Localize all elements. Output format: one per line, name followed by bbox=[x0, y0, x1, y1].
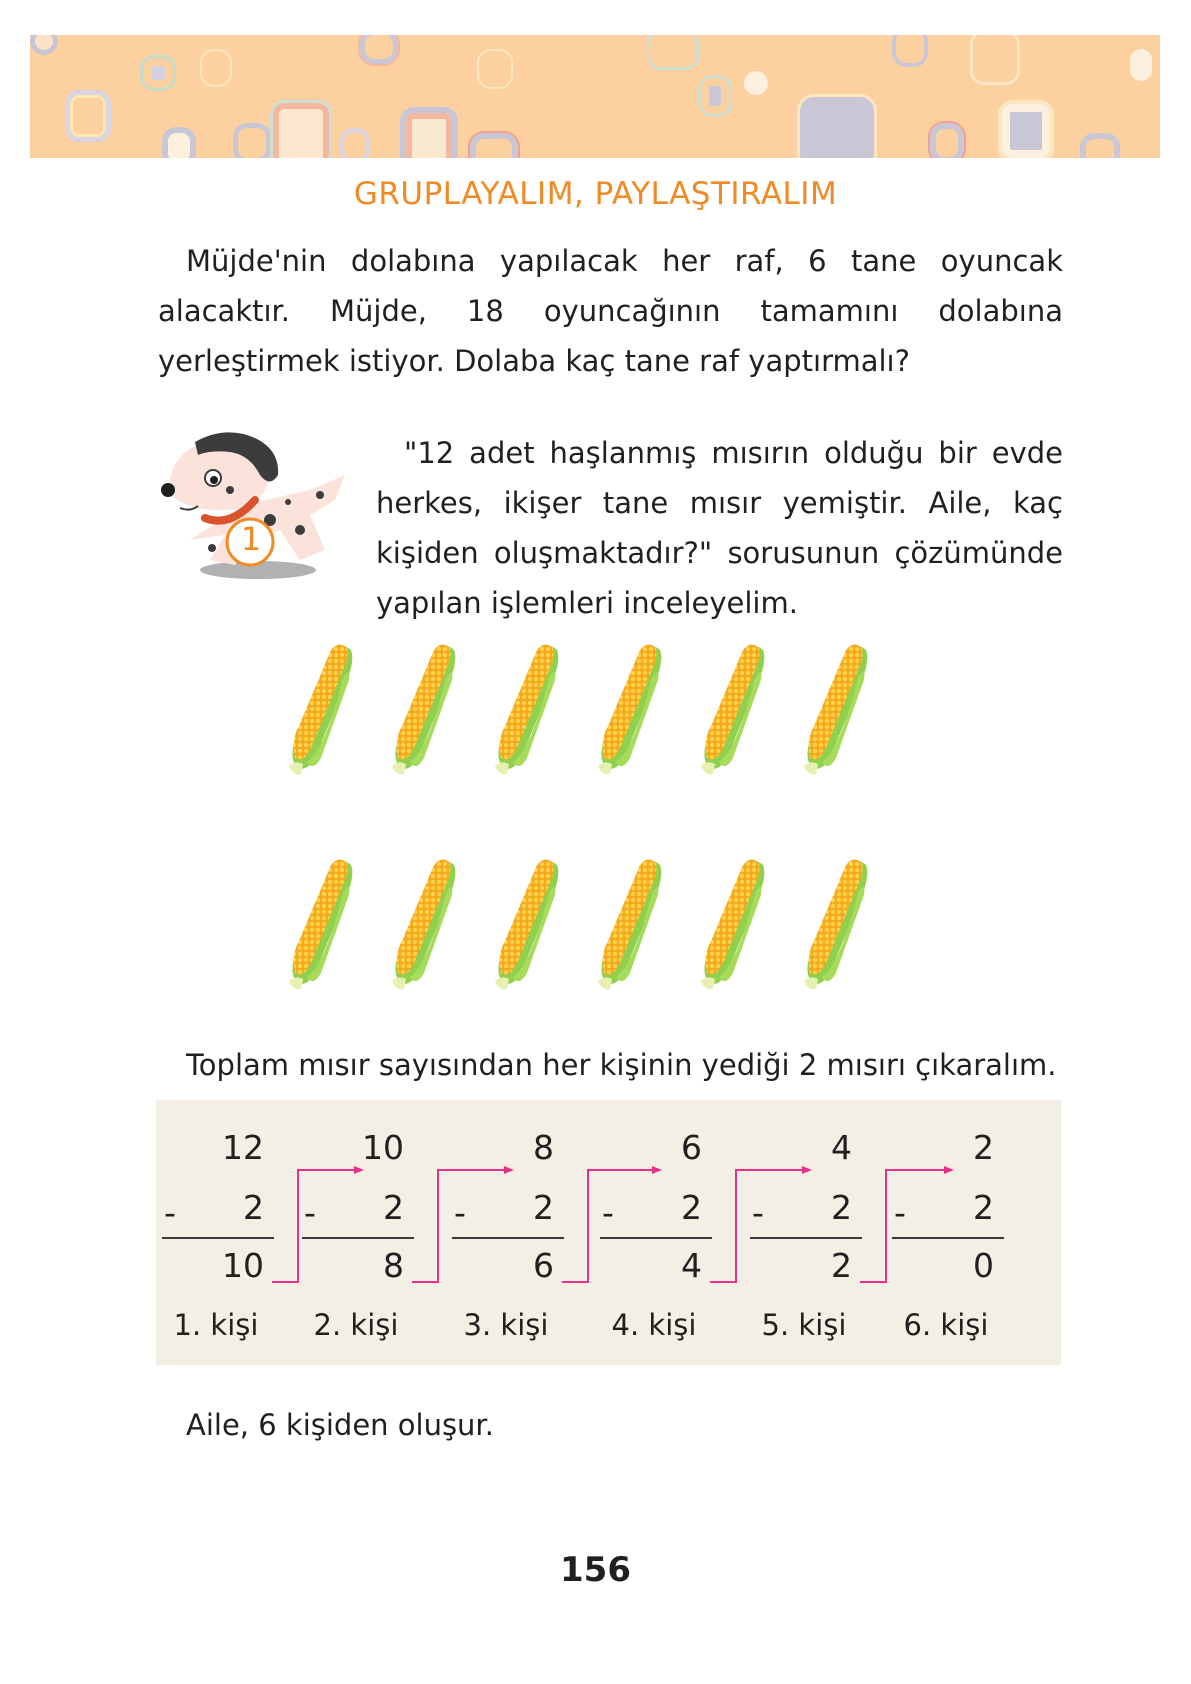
decor-square-icon bbox=[698, 75, 732, 117]
corn-row-2 bbox=[285, 855, 945, 995]
decor-square-icon bbox=[400, 107, 458, 158]
subtrahend: 2 bbox=[383, 1188, 404, 1227]
person-label: 5. kişi bbox=[761, 1308, 847, 1342]
header-banner bbox=[30, 35, 1160, 158]
corn-row-1 bbox=[285, 640, 945, 780]
minus-sign: - bbox=[894, 1193, 906, 1232]
dalmatian-dog-icon bbox=[150, 420, 355, 585]
corn-cob-icon bbox=[594, 640, 664, 780]
decor-square-icon bbox=[200, 49, 232, 87]
minuend: 12 bbox=[222, 1128, 264, 1167]
decor-square-icon bbox=[162, 127, 196, 158]
result: 8 bbox=[383, 1246, 404, 1285]
result: 2 bbox=[831, 1246, 852, 1285]
subtraction-line bbox=[162, 1237, 274, 1239]
person-label: 2. kişi bbox=[313, 1308, 399, 1342]
decor-square-icon bbox=[892, 35, 928, 67]
minuend: 4 bbox=[831, 1128, 852, 1167]
corn-cob-icon bbox=[697, 640, 767, 780]
corn-cob-icon bbox=[800, 640, 870, 780]
decor-square-icon bbox=[1130, 49, 1152, 81]
person-label: 1. kişi bbox=[173, 1308, 259, 1342]
decor-square-icon bbox=[65, 90, 111, 142]
corn-cob-icon bbox=[491, 855, 561, 995]
decor-square-icon bbox=[998, 100, 1054, 158]
corn-cob-icon bbox=[285, 640, 355, 780]
person-label: 4. kişi bbox=[611, 1308, 697, 1342]
minus-sign: - bbox=[164, 1193, 176, 1232]
subtraction-line bbox=[452, 1237, 564, 1239]
instruction-text: Toplam mısır sayısından her kişinin yediği 2 mısırı çıkaralım. bbox=[186, 1048, 1057, 1082]
subtraction-step-6 bbox=[886, 1100, 1006, 1365]
subtrahend: 2 bbox=[973, 1188, 994, 1227]
subtraction-step-3 bbox=[446, 1100, 566, 1365]
decor-square-icon bbox=[360, 35, 398, 64]
subtraction-step-4 bbox=[594, 1100, 714, 1365]
decor-square-icon bbox=[477, 49, 513, 89]
minuend: 6 bbox=[681, 1128, 702, 1167]
subtrahend: 2 bbox=[681, 1188, 702, 1227]
person-label: 3. kişi bbox=[463, 1308, 549, 1342]
subtraction-line bbox=[750, 1237, 862, 1239]
decor-square-icon bbox=[340, 128, 370, 158]
decor-square-icon bbox=[970, 35, 1020, 85]
subtrahend: 2 bbox=[533, 1188, 554, 1227]
decor-square-icon bbox=[1080, 133, 1120, 158]
subtrahend: 2 bbox=[831, 1188, 852, 1227]
minuend: 10 bbox=[362, 1128, 404, 1167]
minus-sign: - bbox=[304, 1193, 316, 1232]
page-number: 156 bbox=[560, 1550, 631, 1590]
result: 4 bbox=[681, 1246, 702, 1285]
result: 6 bbox=[533, 1246, 554, 1285]
subtraction-step-1 bbox=[156, 1100, 276, 1365]
corn-cob-icon bbox=[697, 855, 767, 995]
subtraction-line bbox=[302, 1237, 414, 1239]
decor-square-icon bbox=[647, 35, 699, 70]
corn-cob-icon bbox=[285, 855, 355, 995]
subtraction-step-2 bbox=[296, 1100, 416, 1365]
person-label: 6. kişi bbox=[903, 1308, 989, 1342]
decor-square-icon bbox=[233, 123, 271, 158]
result: 10 bbox=[222, 1246, 264, 1285]
subtraction-line bbox=[600, 1237, 712, 1239]
minus-sign: - bbox=[602, 1193, 614, 1232]
result: 0 bbox=[973, 1246, 994, 1285]
example-number: 1 bbox=[240, 520, 262, 558]
corn-cob-icon bbox=[800, 855, 870, 995]
decor-square-icon bbox=[140, 55, 176, 91]
decor-square-icon bbox=[800, 97, 874, 158]
page-title: GRUPLAYALIM, PAYLAŞTIRALIM bbox=[353, 176, 838, 212]
conclusion-text: Aile, 6 kişiden oluşur. bbox=[186, 1408, 494, 1442]
minus-sign: - bbox=[454, 1193, 466, 1232]
minuend: 8 bbox=[533, 1128, 554, 1167]
corn-cob-icon bbox=[491, 640, 561, 780]
minus-sign: - bbox=[752, 1193, 764, 1232]
subtrahend: 2 bbox=[243, 1188, 264, 1227]
corn-cob-icon bbox=[594, 855, 664, 995]
corn-cob-icon bbox=[388, 640, 458, 780]
subtraction-step-5 bbox=[744, 1100, 864, 1365]
minuend: 2 bbox=[973, 1128, 994, 1167]
decor-square-icon bbox=[930, 123, 964, 158]
subtraction-steps-panel bbox=[156, 1100, 1061, 1365]
decor-square-icon bbox=[30, 35, 58, 55]
decor-square-icon bbox=[744, 71, 768, 95]
subtraction-line bbox=[892, 1237, 1004, 1239]
intro-problem-text: Müjde'nin dolabına yapılacak her raf, 6 tane oyuncak alacaktır. Müjde, 18 oyuncağının tamamını dolabına yerleştirmek istiyor. Dolaba kaç tane raf yaptırmalı? bbox=[158, 244, 1063, 378]
decor-square-icon bbox=[270, 100, 332, 158]
example-problem-text: "12 adet haşlanmış mısırın olduğu bir evde herkes, ikişer tane mısır yemiştir. Aile, kaç kişiden oluşmaktadır?" sorusunun çözümünde yapılan işlemleri inceleyelim. bbox=[376, 436, 1063, 620]
corn-cob-icon bbox=[388, 855, 458, 995]
decor-square-icon bbox=[470, 133, 518, 158]
